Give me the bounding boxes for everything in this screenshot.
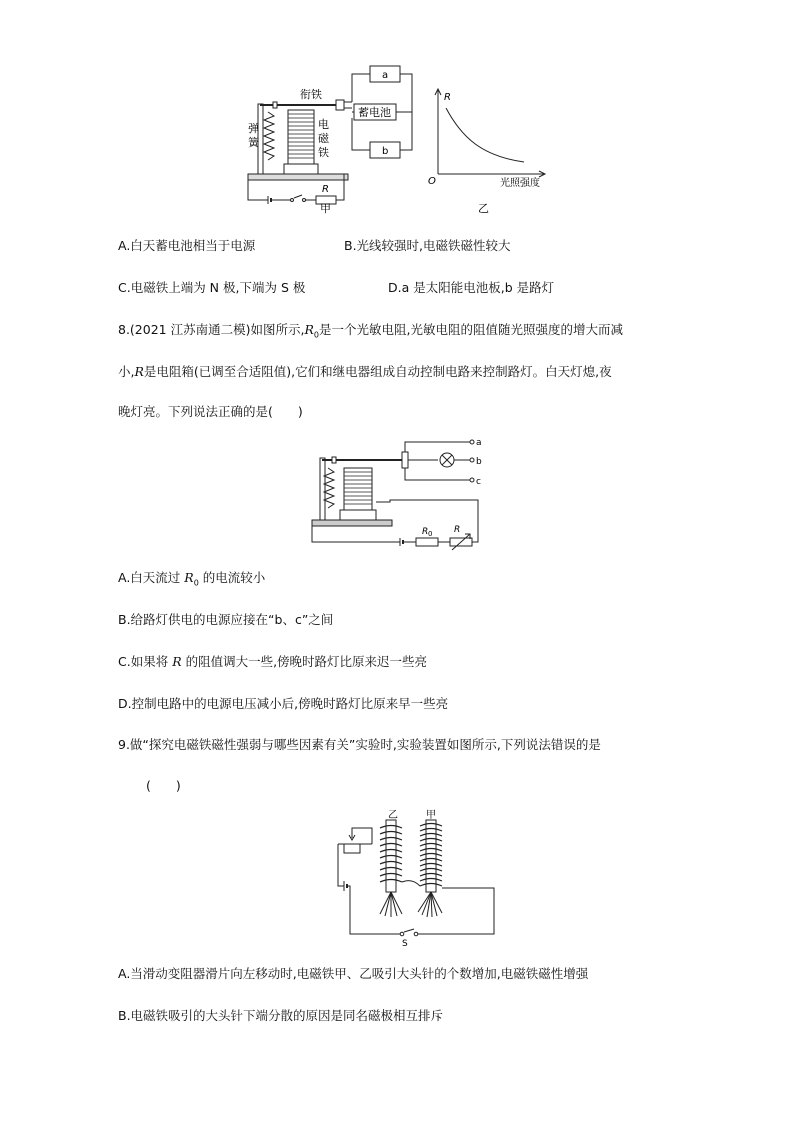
figure-electromagnet-experiment [318,808,498,948]
label-coil-1: 电 [318,118,329,131]
q8-option-d: D.控制电路中的电源电压减小后,傍晚时路灯比原来早一些亮 [118,696,449,711]
q8-stem-line-1: 8.(2021 江苏南通二模)如图所示$,R_0$是一个光敏电阻,光敏电阻的阻值随光照强度的增大而减 [118,322,623,340]
q7-option-b: B.光线较强时,电磁铁磁性较大 [344,238,511,253]
q9-option-a: A.当滑动变阻器滑片向左移动时,电磁铁甲、乙吸引大头针的个数增加,电磁铁磁性增强 [118,966,589,981]
figure-caption-yi: 乙 [478,202,489,215]
label-jia: 甲 [426,810,436,821]
label-b: b [476,457,482,467]
origin-label: O [428,176,436,187]
q8-option-a: A.白天流过 $R_0$ 的电流较小 [118,570,266,588]
q8-stem-line-3: 晚灯亮。下列说法正确的是( ) [118,404,303,419]
label-spring-2: 簧 [248,136,259,149]
label-coil-3: 铁 [318,146,329,159]
label-R: R [322,184,329,195]
label-a: a [382,70,389,81]
q8-option-c: C.如果将 R 的阻值调大一些,傍晚时路灯比原来迟一些亮 [118,654,428,669]
label-b: b [382,146,389,157]
label-armature: 衔铁 [300,88,322,101]
label-R0-subscript: 0 [428,530,433,538]
label-battery: 蓄电池 [358,106,391,119]
label-R: R [454,525,461,535]
q9-stem-line-2: ( ) [146,778,181,793]
label-c: c [476,477,481,487]
label-coil-2: 磁 [318,132,329,145]
label-R0: R [422,527,429,537]
y-axis-label: R [444,92,451,103]
q8-stem-line-2: 小,R是电阻箱(已调至合适阻值),它们和继电器组成自动控制电路来控制路灯。白天灯熄,夜 [118,364,612,379]
q9-stem-line-1: 9.做“探究电磁铁磁性强弱与哪些因素有关”实验时,实验装置如图所示,下列说法错误的是 [118,737,601,752]
r-curve [446,108,524,162]
x-axis-label: 光照强度 [500,178,540,189]
figure-relay-battery [240,62,420,214]
label-a: a [476,438,482,448]
figure-relay-street-lamp [310,436,490,552]
q9-option-b: B.电磁铁吸引的大头针下端分散的原因是同名磁极相互排斥 [118,1008,444,1023]
q7-option-a: A.白天蓄电池相当于电源 [118,238,256,253]
figure-r-light-graph [422,86,552,216]
figure-caption-jia: 甲 [320,202,331,214]
label-spring-1: 弹 [248,122,259,135]
q7-option-d: D.a 是太阳能电池板,b 是路灯 [388,280,555,295]
label-switch-s: S [402,939,408,948]
label-yi: 乙 [388,810,398,821]
q8-option-b: B.给路灯供电的电源应接在“b、c”之间 [118,612,334,627]
q7-option-c: C.电磁铁上端为 N 极,下端为 S 极 [118,280,306,295]
